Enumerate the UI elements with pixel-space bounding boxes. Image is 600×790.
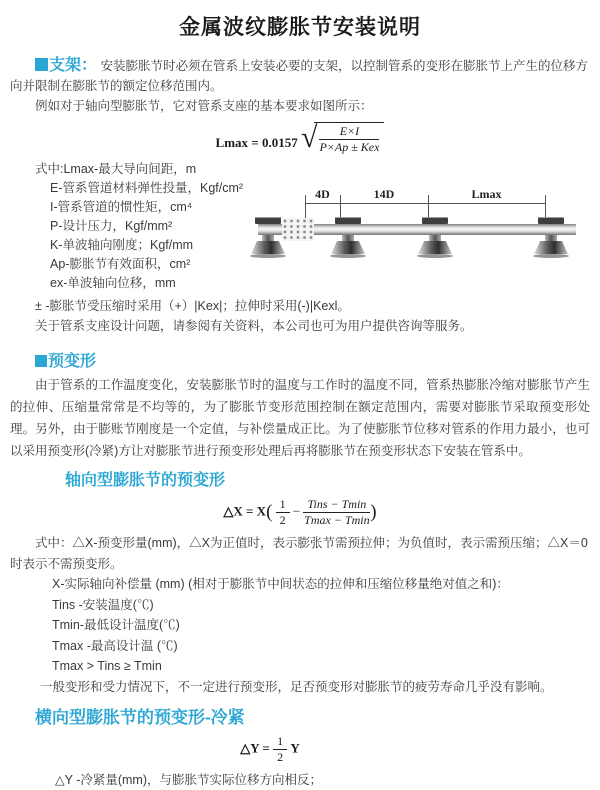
lmax-formula: [216, 122, 385, 154]
support-pedestal: [251, 241, 285, 254]
radical-sign-icon: √: [300, 121, 318, 154]
lateral-formula-row: [10, 735, 590, 764]
support-clamp: [335, 217, 361, 224]
axial-note-line: X-实际轴向补偿量 (mm) (相对于膨胀节中间状态的拉伸和压缩位移量绝对值之和)：: [52, 577, 509, 591]
blue-square-icon: [35, 355, 47, 367]
definition-item: E-管系管道材料弹性投量，Kgf/cm²: [50, 181, 244, 195]
axial-note-line: 一般变形和受力情况下，不一定进行预变形，足否预变形对膨胀节的疲劳寿命几乎没有影响。: [40, 679, 553, 694]
support-base: [417, 254, 453, 258]
temperature-fraction: $\frac{\text{Tins − Tmin}}{Tmax - Tmin}$: [304, 497, 370, 527]
support-base: [533, 254, 569, 258]
definition-item: K-单波轴向刚度；Kgf/mm: [50, 238, 194, 252]
lmax-formula-denominator: P×Ap ± Kex: [319, 140, 380, 154]
lateral-formula-lhs: △Y =: [240, 740, 270, 756]
axial-formula-lhs: △X = X: [223, 503, 267, 519]
support-neck: [429, 235, 441, 242]
bellows-icon: [282, 218, 314, 241]
support-neck: [342, 235, 354, 242]
pipe-anchor-support: [250, 217, 286, 265]
support-heading-label: 支架：: [49, 57, 98, 74]
lmax-formula-numerator: E×I: [319, 125, 379, 140]
predeform-section-heading: [35, 352, 590, 372]
support-intro-paragraph: [10, 56, 590, 96]
axial-note-line: Tmax -最高设计温 (℃): [52, 638, 178, 653]
definition-item: Ap-膨胀节有效面积，cm²: [50, 257, 191, 271]
definitions-and-diagram: [10, 160, 590, 296]
support-clamp: [255, 217, 281, 224]
axial-note-line: Tmin-最低设计温度(℃): [52, 618, 180, 632]
axial-formula-row: [10, 498, 590, 527]
dim-label-14d: 14D: [373, 187, 395, 201]
one-half-fraction: $\frac{1}{2}$: [273, 735, 287, 764]
page-title: 金属波纹膨胀节安装说明: [179, 16, 421, 39]
predeform-heading-label: 预变形: [48, 353, 97, 370]
lateral-subsection-heading: 横向型膨胀节的预变形-冷紧: [35, 708, 245, 727]
one-half-fraction: $\frac{1}{2}$: [276, 498, 290, 527]
minus-sign: −: [292, 503, 301, 519]
blue-square-icon: [35, 58, 48, 71]
sign-note-line: ± -膨胀节受压缩时采用（+）|Kex|；拉伸时采用(-)|Kexl。: [35, 299, 350, 313]
support-example-line: 例如对于轴向型膨胀节，它对管系支座的基本要求如图所示：: [35, 99, 373, 113]
axial-note-line: Tmax > Tins ≥ Tmin: [52, 659, 162, 673]
support-base: [250, 254, 286, 258]
definition-item: P-设计压力，Kgf/mm²: [50, 219, 173, 233]
sqrt-radical: [301, 122, 384, 154]
pipe-guide-support: [417, 217, 453, 265]
predeform-body-paragraph: 由于管系的工作温度变化，安装膨胀节时的温度与工作时的温度不同，管系热膨胀冷缩对膨胀节产生的拉伸、压缩量常常是不均等的，为了膨胀节变形范围控制在额定范围内，需要对膨胀节采取预变形处理。另外，由于膨账节刚度是一个定值，与补偿量成正比。为了使膨胀节位移对管系的作用力最小，也可以采用预变形(冷紧)方让对膨胀节进行预变形处理后再将膨胀节在预变形状态下安装在管系中。: [10, 378, 590, 458]
lateral-note-line: △Y -冷紧量(mm)，与膨胀节实际位移方向相反；: [55, 773, 323, 787]
pipe-guide-support: [533, 217, 569, 265]
support-neck: [262, 235, 274, 242]
lmax-formula-lhs: Lmax = 0.0157: [215, 135, 298, 150]
axial-note-line: 式中：△X-预变形量(mm)，△X为正值时，表示膨张节需预拉伸；为负值时，表示需预压缩；△X＝0时表示不需预变形。: [10, 536, 588, 571]
axial-formula: [223, 498, 376, 527]
definition-item: ex-单波轴向位移，mm: [50, 276, 176, 290]
open-paren: (: [266, 501, 273, 523]
axial-note-line: Tins -安装温度(℃): [52, 597, 154, 612]
close-paren: ): [370, 501, 377, 523]
support-clamp: [538, 217, 564, 224]
support-pedestal: [331, 241, 365, 254]
pipe-support-diagram: [258, 188, 580, 280]
support-base: [330, 254, 366, 258]
support-pedestal: [534, 241, 568, 254]
service-note-line: 关于管系支座设计问题，请参阅有关资料，本公司也可为用户提供咨询等服务。: [35, 319, 473, 333]
definition-item: I-管系管道的惯性矩，cm⁴: [50, 200, 193, 214]
dim-label-4d: 4D: [315, 187, 330, 201]
support-neck: [545, 235, 557, 242]
lateral-formula-rhs: Y: [290, 740, 300, 756]
support-section-heading: [35, 57, 97, 74]
definition-item: 式中:Lmax-最大导向间距，m: [35, 162, 197, 176]
pipe-guide-support: [330, 217, 366, 265]
support-clamp: [422, 217, 448, 224]
lateral-formula: [240, 735, 299, 764]
dim-label-lmax: Lmax: [471, 187, 502, 201]
support-intro-text: 安装膨胀节时必须在管系上安装必要的支架，以控制管系的变形在膨胀节上产生的位移方向并限制在膨胀节的额定位移范围内。: [10, 59, 589, 93]
dimension-line: [305, 203, 545, 204]
lmax-formula-row: [10, 122, 590, 154]
support-pedestal: [418, 241, 452, 254]
axial-subsection-heading: 轴向型膨胀节的预变形: [65, 472, 226, 489]
